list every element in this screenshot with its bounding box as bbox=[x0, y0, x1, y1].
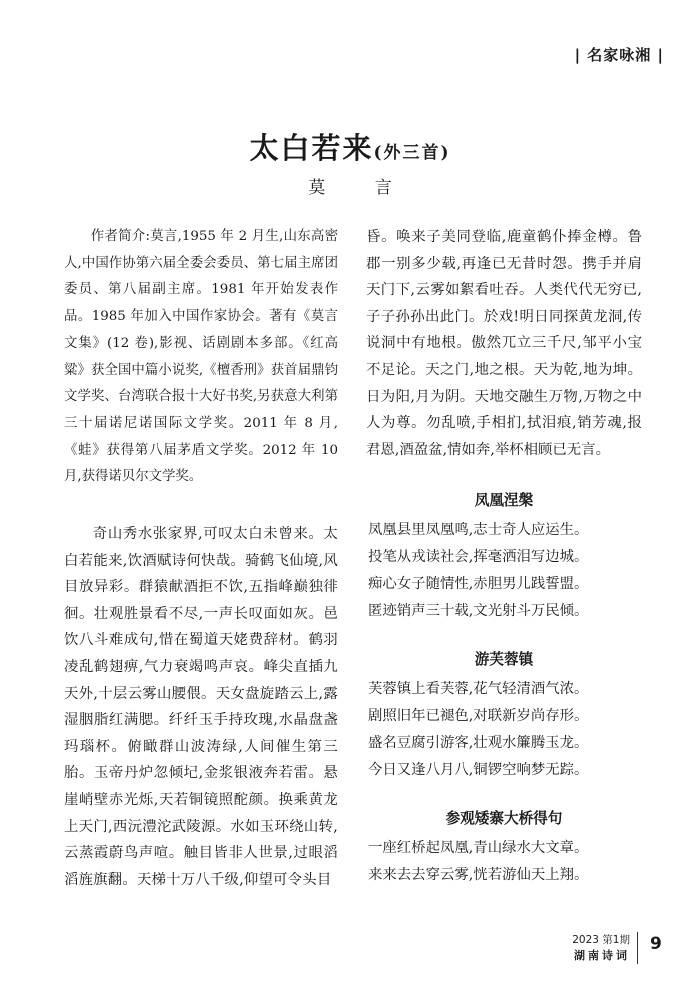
poem bbox=[366, 488, 642, 625]
poem-title: 凤凰涅槃 bbox=[474, 492, 534, 510]
poem-line: 凤凰县里凤凰鸣,志士奇人应运生。 bbox=[368, 522, 589, 539]
poem-line: 痴心女子随情性,赤胆男儿践誓盟。 bbox=[368, 576, 589, 593]
section-tag: | 名家咏湘 | bbox=[574, 46, 664, 64]
poem-title: 游芙蓉镇 bbox=[474, 651, 534, 669]
article-subtitle: (外三首) bbox=[373, 143, 451, 163]
footer-divider bbox=[637, 932, 638, 964]
poem-line: 芙蓉镇上看芙蓉,花气轻清酒气浓。 bbox=[368, 681, 589, 698]
poem-line: 剧照旧年已褪色,对联新岁尚存形。 bbox=[368, 708, 589, 725]
prose-poem-part-1: 奇山秀水张家界,可叹太白未曾来。太白若能来,饮酒赋诗何快哉。骑鹤飞仙境,风目放异彩。群猿献酒拒不饮,五指峰巅独徘徊。壮观胜景看不尽,一声长叹面如灰。邑饮八斗难成句,惜在蜀道天姥费辞材。鹤羽凌乱鹤翅痹,气力衰竭鸣声哀。峰尖直插九天外,十层云雾山腰偎。天女盘旋踏云上,露湿胭脂红满腮。纤纤玉手持玫瑰,水晶盘盏玛瑙杯。俯瞰群山波涛绿,人间催生第三胎。玉帝丹炉忽倾圮,金浆银液奔若雷。悬崖峭壁赤光烁,天若铜镜照酡颜。换乘黄龙上天门,西沅澧沱武陵源。水如玉环绕山转,云蒸霞蔚鸟声喧。触目皆非人世景,过眼滔滔旌旗翻。天梯十万八千级,仰望可令头目 bbox=[64, 526, 338, 888]
page-footer bbox=[572, 933, 630, 963]
magazine-name: 湖南诗词 bbox=[574, 949, 630, 962]
title-block bbox=[0, 126, 700, 198]
page-number: 9 bbox=[650, 934, 662, 954]
poem bbox=[366, 806, 642, 889]
poem bbox=[366, 647, 642, 784]
author-bio: 作者简介:莫言,1955 年 2 月生,山东高密人,中国作协第六届全委会委员、第七届主席团委员、第八届副主席。1981 年开始发表作品。1985 年加入中国作家协会。著有《莫言文集》(12 卷),影视、话剧剧本多部。《红高粱》获全国中篇小说奖,《檀香刑》获首届鼎钧文学奖、台湾联合报十大好书奖,另获意大利第三十届诺尼诺国际文学奖。2011 年 8 月,《蛙》获得第八届茅盾文学奖。2012 年 10 月,获得诺贝尔文学奖。 bbox=[64, 229, 338, 485]
poem-line: 匿迹销声三十载,文光射斗万民倾。 bbox=[368, 603, 589, 620]
right-column bbox=[366, 224, 642, 889]
issue-label: 2023 第1期 bbox=[572, 934, 630, 946]
poem-line: 盛名豆腐引游客,壮观水簾腾玉龙。 bbox=[368, 735, 589, 752]
article-title bbox=[0, 126, 700, 167]
left-column bbox=[64, 224, 338, 893]
poem-line: 今日又逢八月八,铜锣空响梦无踪。 bbox=[368, 762, 589, 779]
poem-line: 投笔从戎读社会,挥毫洒泪写边城。 bbox=[368, 549, 589, 566]
poem-line: 来来去去穿云雾,恍若游仙天上翔。 bbox=[368, 867, 589, 884]
poem-title: 参观矮寨大桥得句 bbox=[445, 810, 563, 828]
article-author: 莫 言 bbox=[308, 178, 414, 198]
article-title-main: 太白若来 bbox=[249, 131, 374, 165]
prose-poem-part-2: 昏。唤来子美同登临,鹿童鹤仆捧金樽。鲁郡一别多少载,再逢已无昔时怨。携手并肩天门下,云雾如絮看吐吞。人类代代无穷已,子子孙孙出此门。於戏!明日同探黄龙洞,传说洞中有地根。傲然兀立三千尺,邹平小宝不足论。天之门,地之根。天为乾,地为坤。日为阳,月为阴。天地交融生万物,万物之中人为尊。勿乱喷,手相扪,拭泪痕,销芳魂,报君恩,酒盈盆,情如奔,举杯相顾已无言。 bbox=[366, 229, 642, 458]
poem-line: 一座红桥起凤凰,青山绿水大文章。 bbox=[368, 840, 589, 857]
